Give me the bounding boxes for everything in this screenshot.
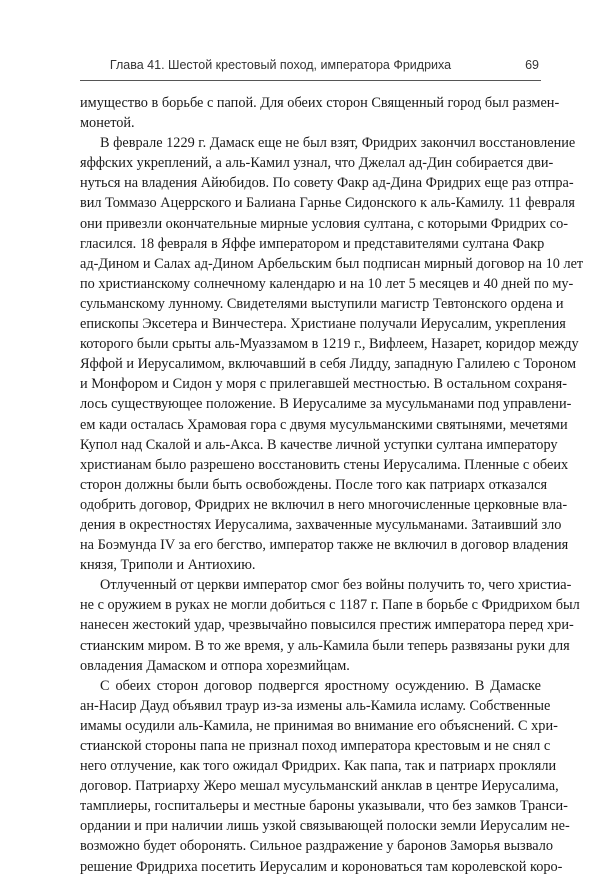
paragraph [80, 93, 560, 133]
text-line: лось существующее положение. В Иерусалиме за мусульманами под управлени- [80, 396, 572, 413]
text-line: Отлученный от церкви император смог без войны получить то, чего христиа- [100, 577, 572, 594]
text-line: яффских укреплений, а аль-Камил узнал, что Джелал ад-Дин собирается дви- [80, 155, 554, 172]
paragraph [80, 133, 584, 575]
text-line: стианской стороны папа не признал поход императора крестовым и не снял с [80, 738, 551, 754]
text-line: имамы осудили аль-Камила, не принимая во внимание его объяснений. С хри- [80, 717, 558, 734]
text-line: дения в окрестностях Иерусалима, захваченные мусульманами. Затаивший зло [80, 516, 562, 533]
text-line: христианам было разрешено восстановить стены Иерусалима. Пленные с обеих [80, 456, 569, 473]
running-title: Глава 41. Шестой крестовый поход, императора Фридриха [109, 58, 452, 72]
text-line: по христианскому солнечному календарю и на 10 лет 5 месяцев и 40 дней по му- [80, 275, 574, 292]
text-line: нуться на владения Айюбидов. По совету Факр ад-Дина Фридрих еще раз отпра- [80, 175, 574, 192]
body-text [80, 93, 584, 877]
text-line: которого были срыты аль-Муаззамом в 1219 г., Вифлеем, Назарет, коридор между [80, 336, 579, 353]
text-line: Купол над Скалой и аль-Акса. В качестве личной уступки султана императору [80, 436, 558, 453]
page-number: 69 [525, 58, 539, 72]
text-line: Яффой и Иерусалимом, включавший в себя Лидду, западную Галилею с Тороном [80, 356, 577, 373]
text-line: нанесен жестокий удар, чрезвычайно повысился престиж императора перед хри- [80, 617, 574, 634]
text-line: ем кади осталась Храмовая гора с двумя мусульманскими святынями, мечетями [80, 416, 568, 433]
text-line: ан-Насир Дауд объявил траур из-за измены аль-Камила исламу. Собственные [80, 697, 551, 714]
text-line: сторон должны были быть освобождены. После того как патриарх отказался [80, 476, 548, 493]
text-line: сульманскому лунному. Свидетелями выступили магистр Тевтонского ордена и [80, 295, 564, 312]
text-line: него отлучение, как того ожидал Фридрих. Как папа, так и патриарх прокляли [80, 758, 557, 775]
text-line: и Монфором и Сидон у моря с прилегавшей местностью. В остальном сохраня- [80, 376, 567, 393]
running-header [80, 58, 541, 81]
text-line: епископы Эксетера и Винчестера. Христиане получали Иерусалим, укрепления [80, 316, 566, 333]
text-line: ордании и при наличии лишь узкой связывающей полоски земли Иерусалим не- [80, 818, 570, 835]
text-line: на Боэмунда IV за его бегство, император также не включил в договор владения [80, 537, 569, 554]
text-line: вил Томмазо Ацеррского и Балиана Гарнье Сидонского к аль-Камилу. 11 февраля [80, 195, 575, 212]
paragraph [80, 575, 580, 675]
text-line: имущество в борьбе с папой. Для обеих сторон Священный город был размен- [80, 95, 560, 111]
text-line: возможно будет оборонять. Сильное раздражение у баронов Заморья вызвало [80, 838, 554, 855]
paragraph [80, 676, 570, 877]
text-line: стианским миром. В то же время, у аль-Камила были теперь развязаны руки для [80, 637, 570, 654]
text-line: гласился. 18 февраля в Яффе императором и представителями султана Факр [80, 235, 545, 252]
text-line: тамплиеры, госпитальеры и местные бароны указывали, что без замков Транси- [80, 798, 568, 815]
text-line: одобрить договор, Фридрих не включил в него многочисленные церковные вла- [80, 496, 568, 513]
text-line: овладения Дамаском и отпора хорезмийцам. [80, 657, 350, 674]
text-line: ад-Дином и Салах ад-Дином Арбельским был подписан мирный договор на 10 лет [80, 255, 584, 272]
text-line: монетой. [80, 115, 135, 132]
text-line: В феврале 1229 г. Дамаск еще не был взят, Фридрих закончил восстановление [100, 135, 576, 152]
text-line: С обеих сторон договор подвергся яростному осуждению. В Дамаске [100, 677, 541, 694]
text-line: договор. Патриарху Жеро мешал мусульманский анклав в центре Иерусалима, [80, 778, 559, 795]
text-line: князя, Триполи и Антиохию. [80, 557, 256, 574]
text-line: решение Фридриха посетить Иерусалим и короноваться там королевской коро- [80, 858, 563, 875]
text-line: не с оружием в руках не могли добиться с 1187 г. Папе в борьбе с Фридрихом был [80, 597, 580, 614]
text-line: они привезли окончательные мирные условия султана, с которыми Фридрих со- [80, 215, 568, 232]
